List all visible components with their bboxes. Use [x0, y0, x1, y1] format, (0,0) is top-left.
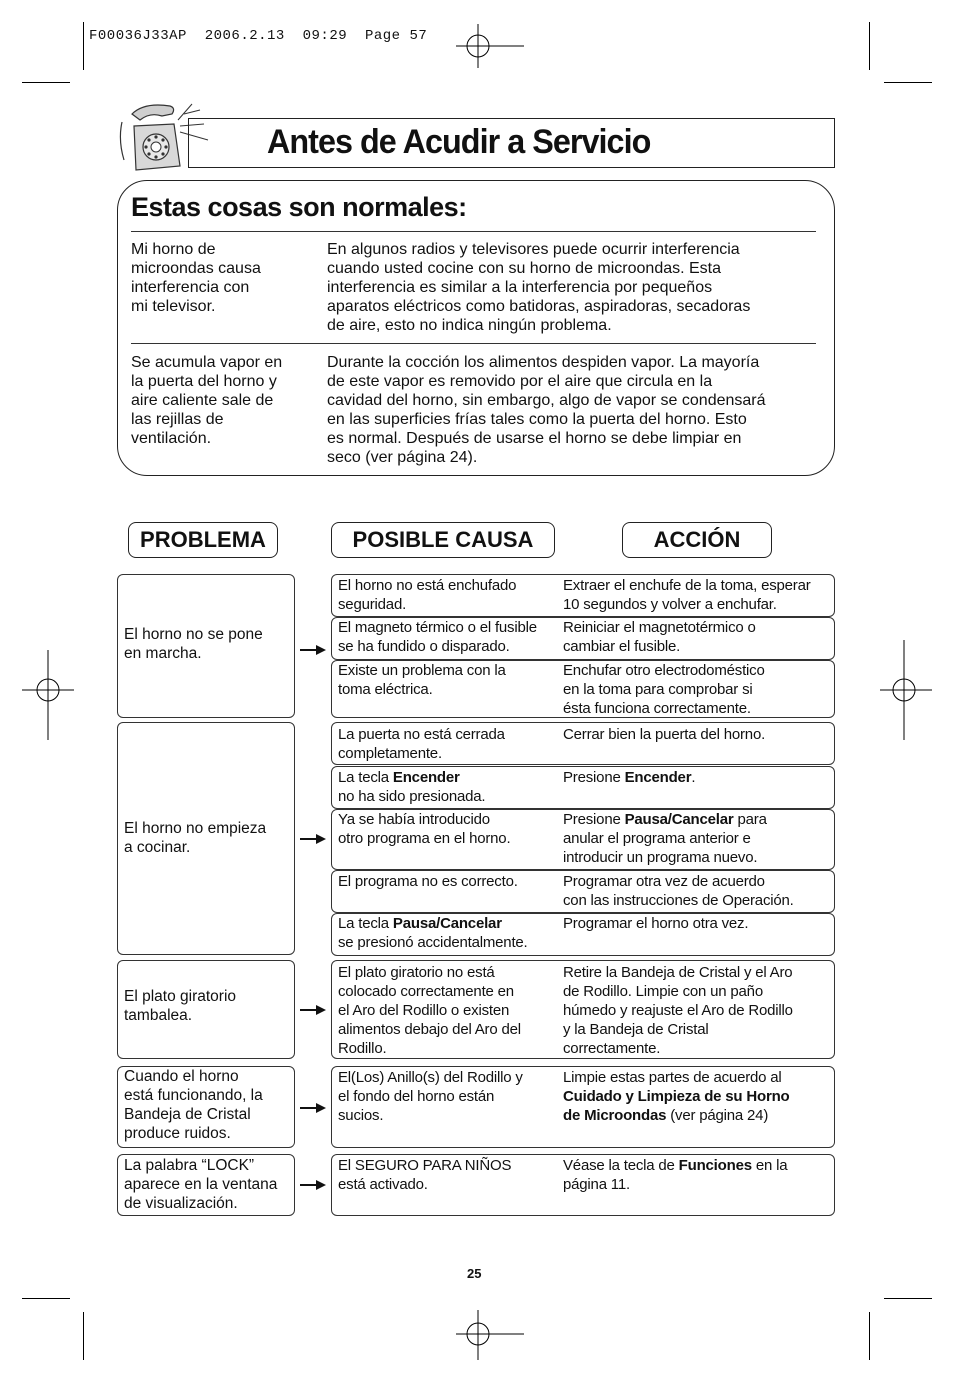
problem-text: El horno no empieza a cocinar.: [124, 820, 267, 856]
normal-issue-2: Se acumula vapor en la puerta del horno y aire caliente sale de las rejillas de ventilación.: [131, 354, 283, 447]
cause-text: El(Los) Anillo(s) del Rodillo y el fondo del horno están sucios.: [338, 1069, 523, 1124]
column-header-cause: POSIBLE CAUSA: [331, 522, 555, 558]
cause-text: El SEGURO PARA NIÑOS está activado.: [338, 1157, 512, 1193]
problem-text: Cuando el horno está funcionando, la Bandeja de Cristal produce ruidos.: [124, 1068, 263, 1142]
normal-things-heading: Estas cosas son normales:: [131, 192, 467, 222]
column-header-problem: PROBLEMA: [128, 522, 278, 558]
page-number: 25: [467, 1266, 482, 1281]
action-text: Programar otra vez de acuerdo con las instrucciones de Operación.: [563, 873, 794, 909]
action-text: Presione Pausa/Cancelar para anular el programa anterior e introducir un programa nuevo.: [563, 811, 767, 866]
registration-mark-icon: [456, 24, 524, 68]
action-text: Cerrar bien la puerta del horno.: [563, 726, 766, 743]
registration-mark-icon: [880, 640, 932, 740]
cause-text: El programa no es correcto.: [338, 873, 518, 890]
arrow-right-icon: [300, 1178, 326, 1192]
action-text: Limpie estas partes de acuerdo al Cuidado y Limpieza de su Horno de Microondas (ver página 24): [563, 1069, 790, 1124]
problem-text: El plato giratorio tambalea.: [124, 988, 237, 1024]
normal-issue-1: Mi horno de microondas causa interferencia con mi televisor.: [131, 241, 261, 315]
registration-mark-icon: [456, 1310, 524, 1360]
action-text: Presione Encender.: [563, 769, 696, 786]
arrow-right-icon: [300, 832, 326, 846]
arrow-right-icon: [300, 1101, 326, 1115]
arrow-right-icon: [300, 643, 326, 657]
registration-mark-icon: [22, 650, 74, 740]
problem-text: La palabra “LOCK” aparece en la ventana de visualización.: [124, 1157, 278, 1212]
print-header: F00036J33AP 2006.2.13 09:29 Page 57: [89, 28, 428, 44]
action-text: Programar el horno otra vez.: [563, 915, 749, 932]
action-text: Véase la tecla de Funciones en la página 11.: [563, 1157, 788, 1193]
action-text: Enchufar otro electrodoméstico en la toma para comprobar si ésta funciona correctamente.: [563, 662, 765, 717]
column-header-action: ACCIÓN: [622, 522, 772, 558]
cause-text: El horno no está enchufado seguridad.: [338, 577, 517, 613]
divider: [131, 343, 816, 344]
cause-text: Ya se había introducido otro programa en el horno.: [338, 811, 511, 847]
normal-explain-1: En algunos radios y televisores puede ocurrir interferencia cuando usted cocine con su horno de microondas. Esta interferencia es similar a la interferencia por pequeños aparatos eléctricos como batidoras, aspiradoras, secadoras de aire, esto no indica ningún problema.: [327, 241, 751, 334]
problem-text: El horno no se pone en marcha.: [124, 626, 263, 662]
cause-text: El plato giratorio no está colocado correctamente en el Aro del Rodillo o existen alimentos debajo del Aro del Rodillo.: [338, 964, 521, 1057]
divider: [131, 231, 816, 232]
page-title: Antes de Acudir a Servicio: [267, 123, 651, 161]
action-text: Retire la Bandeja de Cristal y el Aro de Rodillo. Limpie con un paño húmedo y reajuste el Aro de Rodillo y la Bandeja de Cristal correctamente.: [563, 964, 793, 1057]
cause-text: El magneto térmico o el fusible se ha fundido o disparado.: [338, 619, 537, 655]
cause-text: La tecla Encender no ha sido presionada.: [338, 769, 486, 805]
cause-text: La tecla Pausa/Cancelar se presionó accidentalmente.: [338, 915, 528, 951]
cause-text: Existe un problema con la toma eléctrica.: [338, 662, 506, 698]
arrow-right-icon: [300, 1003, 326, 1017]
cause-text: La puerta no está cerrada completamente.: [338, 726, 505, 762]
action-text: Reiniciar el magnetotérmico o cambiar el fusible.: [563, 619, 756, 655]
normal-explain-2: Durante la cocción los alimentos despiden vapor. La mayoría de este vapor es removido por el aire que circula en la cavidad del horno, sin embargo, algo de vapor se condensará en las superficies frías tales como la puerta del horno. Esto es normal. Después de usarse el horno se debe limpiar en seco (ver página 24).: [327, 354, 766, 466]
action-text: Extraer el enchufe de la toma, esperar 10 segundos y volver a enchufar.: [563, 577, 811, 613]
